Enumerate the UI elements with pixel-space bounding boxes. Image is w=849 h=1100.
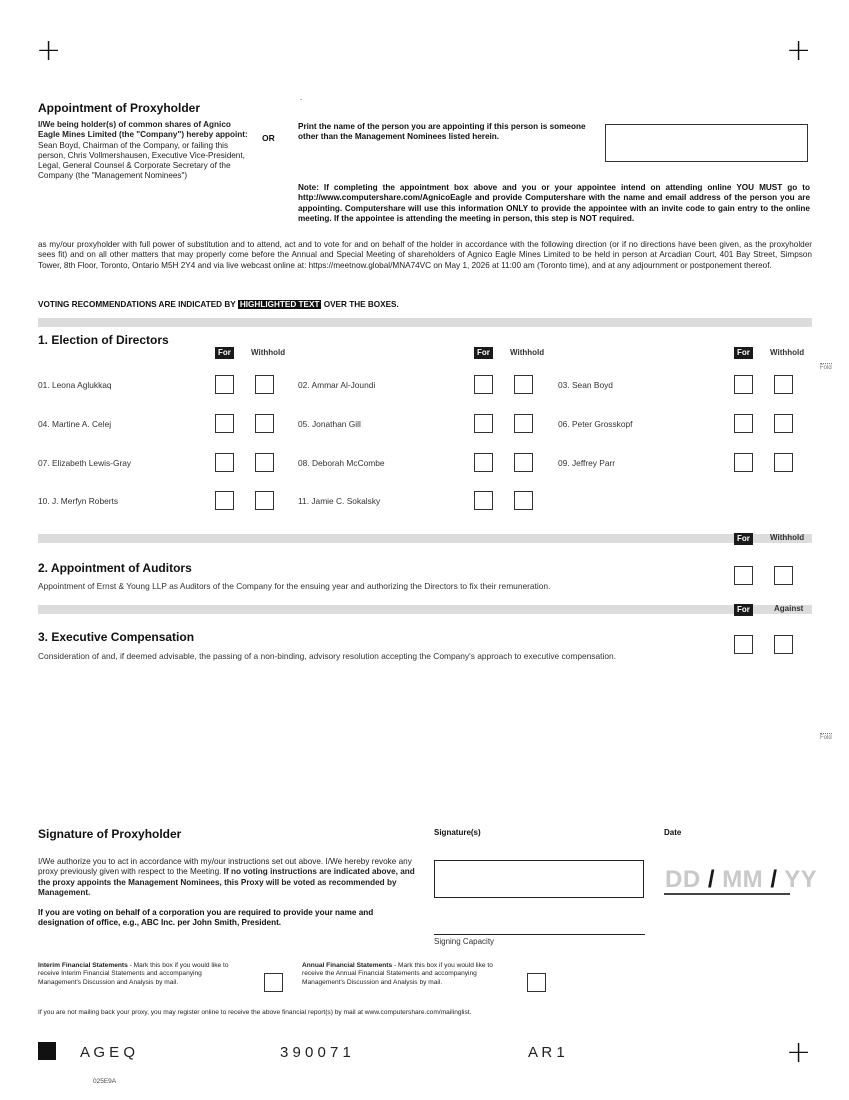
- withhold-checkbox[interactable]: [255, 491, 274, 510]
- for-checkbox[interactable]: [734, 453, 753, 472]
- annual-desc: - Mark this box if you would like to receive the Annual Financial Statements and accompanying Management's Discussion and Analysis by mail.: [302, 962, 493, 986]
- registration-mark: +: [786, 1035, 812, 1070]
- interim-title: Interim Financial Statements: [38, 962, 128, 969]
- appointee-name-field[interactable]: [605, 124, 808, 162]
- date-mm: MM: [722, 866, 764, 893]
- signature-title: Signature of Proxyholder: [38, 827, 182, 841]
- withhold-checkbox[interactable]: [514, 491, 533, 510]
- signature-para1: I/We authorize you to act in accordance with my/our instructions set out above. I/We hereby revoke any proxy previously given with respect to the Meeting.: [38, 857, 412, 877]
- voting-recommendations: [38, 300, 399, 310]
- withhold-checkbox[interactable]: [255, 414, 274, 433]
- voting-rec-before: VOTING RECOMMENDATIONS ARE INDICATED BY: [38, 300, 238, 309]
- signing-capacity-line[interactable]: [434, 934, 645, 935]
- auditors-title: 2. Appointment of Auditors: [38, 561, 192, 575]
- director-name: 09. Jeffrey Parr: [558, 458, 616, 468]
- director-name: 01. Leona Aglukkaq: [38, 380, 112, 390]
- for-checkbox[interactable]: [734, 414, 753, 433]
- director-name: 02. Ammar Al-Joundi: [298, 380, 376, 390]
- director-name: 10. J. Merfyn Roberts: [38, 496, 119, 506]
- for-header: For: [474, 347, 493, 359]
- for-checkbox[interactable]: [474, 491, 493, 510]
- appointment-text-rest: Sean Boyd, Chairman of the Company, or failing this person, Chris Vollmershausen, Executive Vice-President, Legal, General Counsel & Corporate Secretary of the Company (the "Management Nominees"): [38, 140, 245, 181]
- date-slash: /: [707, 866, 716, 893]
- for-header: For: [734, 604, 753, 616]
- withhold-checkbox[interactable]: [255, 375, 274, 394]
- annual-statements-checkbox[interactable]: [527, 973, 546, 992]
- against-header: Against: [774, 604, 804, 613]
- signature-authorization: [38, 857, 416, 898]
- signature-para1-bold: If no voting instructions are indicated above, and the proxy appoints the Management Nominees, this Proxy will be voted as recommended by Management.: [38, 867, 415, 897]
- for-checkbox[interactable]: [734, 375, 753, 394]
- withhold-header: Withhold: [770, 533, 805, 542]
- section-band: [38, 534, 812, 543]
- for-header: For: [734, 347, 753, 359]
- footer-code-ageq: A G E Q: [80, 1044, 136, 1061]
- director-name: 04. Martine A. Celej: [38, 419, 112, 429]
- annual-title: Annual Financial Statements: [302, 962, 393, 969]
- registration-mark: +: [786, 33, 812, 68]
- appointment-title: Appointment of Proxyholder: [38, 101, 200, 115]
- footer-code-ar1: A R 1: [528, 1044, 565, 1061]
- for-checkbox[interactable]: [474, 414, 493, 433]
- withhold-header: Withhold: [251, 348, 286, 357]
- footer-small-code: 025E9A: [93, 1078, 117, 1085]
- print-name-instruction: Print the name of the person you are appointing if this person is someone other than the Management Nominees listed herein.: [298, 122, 586, 142]
- date-label: Date: [664, 828, 682, 837]
- appointment-text: [38, 120, 253, 182]
- withhold-header: Withhold: [770, 348, 805, 357]
- for-checkbox[interactable]: [474, 375, 493, 394]
- withhold-header: Withhold: [510, 348, 545, 357]
- against-checkbox[interactable]: [774, 635, 793, 654]
- section-band: [38, 318, 812, 327]
- signature-corporation-note: If you are voting on behalf of a corporation you are required to provide your name and designation of office, e.g., ABC Inc. per John Smith, President.: [38, 908, 374, 928]
- or-label: OR: [262, 133, 275, 143]
- for-checkbox[interactable]: [215, 375, 234, 394]
- for-checkbox[interactable]: [215, 491, 234, 510]
- mailing-list-note: If you are not mailing back your proxy, you may register online to receive the above financial report(s) by mail at www.computershare.com/mailinglist.: [38, 1009, 472, 1016]
- compensation-text: Consideration of and, if deemed advisable, the passing of a non-binding, advisory resolution accepting the Company's approach to executive compensation.: [38, 651, 616, 661]
- auditors-text: Appointment of Ernst & Young LLP as Auditors of the Company for the ensuing year and authorizing the Directors to fix their remuneration.: [38, 581, 551, 591]
- withhold-checkbox[interactable]: [774, 453, 793, 472]
- date-field[interactable]: [665, 866, 817, 894]
- signature-field[interactable]: [434, 860, 644, 898]
- for-header: For: [734, 533, 753, 545]
- director-name: 06. Peter Grosskopf: [558, 419, 633, 429]
- for-checkbox[interactable]: [734, 635, 753, 654]
- withhold-checkbox[interactable]: [774, 414, 793, 433]
- for-header: For: [215, 347, 234, 359]
- directors-title: 1. Election of Directors: [38, 333, 169, 347]
- withhold-checkbox[interactable]: [514, 453, 533, 472]
- signing-capacity-label: Signing Capacity: [434, 937, 495, 946]
- dot-mark: .: [300, 93, 303, 102]
- highlighted-text-sample: HIGHLIGHTED TEXT: [239, 300, 320, 309]
- date-slash: /: [770, 866, 778, 893]
- director-name: 08. Deborah McCombe: [298, 458, 385, 468]
- registration-mark: +: [36, 33, 62, 68]
- for-checkbox[interactable]: [734, 566, 753, 585]
- director-name: 07. Elizabeth Lewis-Gray: [38, 458, 132, 468]
- proxy-authority-text: as my/our proxyholder with full power of substitution and to attend, act and to vote for and on behalf of the holder in accordance with the following direction (or if no directions have been given, as the proxyholder sees fit) and on all other matters that may properly come before the Annual and Special Meeting of shareholders of Agnico Eagle Mines Limited to be held in person at Arcadian Court, 401 Bay Street, Simpson Tower, 8th Floor, Toronto, Ontario M5H 2Y4 and via live webcast online at: https://meetnow.global/MNA74VC on May 1, 2026 at 11:00 am (Toronto time), and at any adjournment or postponement thereof.: [38, 240, 812, 270]
- interim-desc: - Mark this box if you would like to receive Interim Financial Statements and accompanying Management's Discussion and Analysis by mail.: [38, 962, 229, 986]
- date-dd: DD: [665, 866, 701, 893]
- registration-square: [38, 1042, 56, 1060]
- for-checkbox[interactable]: [215, 453, 234, 472]
- date-underline: [664, 893, 790, 895]
- footer-code-number: 3 9 0 0 7 1: [280, 1044, 351, 1061]
- for-checkbox[interactable]: [215, 414, 234, 433]
- voting-rec-after: OVER THE BOXES.: [321, 300, 399, 309]
- compensation-title: 3. Executive Compensation: [38, 630, 195, 644]
- date-yy: YY: [784, 866, 818, 893]
- withhold-checkbox[interactable]: [774, 566, 793, 585]
- fold-mark: Fold: [820, 735, 832, 741]
- section-band: [38, 605, 812, 614]
- signatures-label: Signature(s): [434, 828, 481, 837]
- withhold-checkbox[interactable]: [514, 414, 533, 433]
- director-name: 11. Jamie C. Sokalsky: [298, 496, 381, 506]
- director-name: 05. Jonathan Gill: [298, 419, 361, 429]
- withhold-checkbox[interactable]: [514, 375, 533, 394]
- withhold-checkbox[interactable]: [774, 375, 793, 394]
- for-checkbox[interactable]: [474, 453, 493, 472]
- annual-statements-text: [302, 962, 512, 987]
- appointment-text-bold: I/We being holder(s) of common shares of Agnico Eagle Mines Limited (the "Company") hereby appoint:: [38, 120, 248, 140]
- director-name: 03. Sean Boyd: [558, 380, 613, 390]
- fold-mark: Fold: [820, 365, 832, 371]
- interim-statements-text: [38, 962, 238, 987]
- interim-statements-checkbox[interactable]: [264, 973, 283, 992]
- withhold-checkbox[interactable]: [255, 453, 274, 472]
- appointee-note: Note: If completing the appointment box above and you or your appointee intend on attending online YOU MUST go to http://www.computershare.com/AgnicoEagle and provide Computershare with the name and email address of the person you are appointing. Computershare will use this information ONLY to provide the appointee with an invite code to gain entry to the online meeting. If the appointee is attending the meeting in person, this step is NOT required.: [298, 183, 810, 223]
